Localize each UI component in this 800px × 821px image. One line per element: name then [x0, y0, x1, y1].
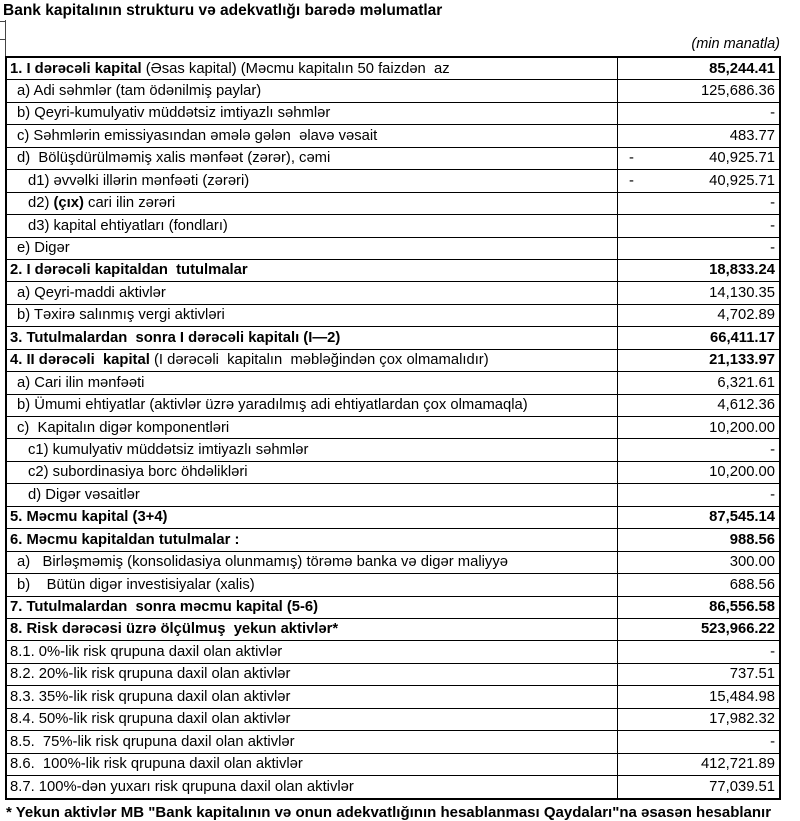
row-label-segment: 3. Tutulmalardan sonra I dərəcəli kapitalı (I—2) — [10, 329, 341, 346]
row-value-cell — [618, 80, 779, 101]
table-row — [7, 372, 779, 394]
row-value: - — [770, 105, 775, 122]
row-label-cell — [7, 372, 618, 393]
row-value: 87,545.14 — [709, 509, 775, 526]
row-value: 40,925.71 — [709, 150, 775, 167]
footnote-truncated: * Yekun aktivlər MB "Bank kapitalının və onun adekvatlığının hesablanması Qaydaları"na əsasən hesablanır — [6, 804, 772, 821]
row-value-cell — [618, 350, 779, 371]
row-label-segment: b) Bütün digər investisiyalar (xalis) — [17, 576, 255, 593]
row-value: 6,321.61 — [717, 374, 775, 391]
row-label-cell — [7, 417, 618, 438]
row-value-cell — [618, 664, 779, 685]
negative-sign: - — [629, 172, 634, 189]
row-label-cell — [7, 439, 618, 460]
table-row — [7, 350, 779, 372]
table-row — [7, 148, 779, 170]
row-value: 85,244.41 — [709, 60, 775, 77]
row-value: 412,721.89 — [700, 756, 775, 773]
row-label-cell — [7, 754, 618, 775]
row-label-cell — [7, 619, 618, 640]
row-value-cell — [618, 372, 779, 393]
row-value: - — [770, 733, 775, 750]
row-value-cell — [618, 260, 779, 281]
capital-structure-table — [5, 56, 781, 800]
row-label-segment: b) Təxirə salınmış vergi aktivləri — [17, 307, 225, 324]
row-value-cell — [618, 776, 779, 798]
row-label-cell — [7, 215, 618, 236]
row-value: - — [770, 195, 775, 212]
table-row — [7, 327, 779, 349]
table-row — [7, 462, 779, 484]
row-label-cell — [7, 193, 618, 214]
gridline-remnant-tick — [0, 21, 6, 22]
row-value-cell — [618, 619, 779, 640]
row-label-cell — [7, 125, 618, 146]
row-value-cell — [618, 641, 779, 662]
row-label-segment: cari ilin zərəri — [83, 195, 176, 212]
row-label-segment: 1. I dərəcəli kapital — [10, 60, 146, 77]
row-label-segment: (I dərəcəli kapitalın məbləğindən çox olmamalıdır) — [153, 352, 489, 369]
row-value-cell — [618, 238, 779, 259]
row-label-segment: 5. Məcmu kapital (3+4) — [10, 509, 168, 526]
row-value-cell — [618, 529, 779, 550]
row-label-cell — [7, 282, 618, 303]
table-row — [7, 552, 779, 574]
table-row — [7, 529, 779, 551]
row-label-segment: 6. Məcmu kapitaldan tutulmalar : — [10, 531, 240, 548]
row-label-cell — [7, 686, 618, 707]
row-label-segment: 8.3. 35%-lik risk qrupuna daxil olan aktivlər — [10, 688, 291, 705]
page-title: Bank kapitalının strukturu və adekvatlığı barədə məlumatlar — [3, 2, 443, 19]
row-label-segment: b) Ümumi ehtiyatlar (aktivlər üzrə yaradılmış adi ehtiyatlardan çox olmamaqla) — [17, 397, 528, 414]
row-label-segment: 8.7. 100%-dən yuxarı risk qrupuna daxil olan aktivlər — [10, 778, 354, 795]
row-label-segment: 8.5. 75%-lik risk qrupuna daxil olan aktivlər — [10, 733, 295, 750]
row-label-segment: c2) subordinasiya borc öhdəlikləri — [28, 464, 248, 481]
row-label-cell — [7, 170, 618, 191]
row-label-segment: c) Kapitalın digər komponentləri — [17, 419, 230, 436]
row-value: 10,200.00 — [709, 419, 775, 436]
row-label-segment: 8. Risk dərəcəsi üzrə ölçülmuş yekun aktivlər* — [10, 621, 339, 638]
row-label-cell — [7, 641, 618, 662]
row-label-segment: 2. I dərəcəli kapitaldan tutulmalar — [10, 262, 248, 279]
row-label-segment: e) Digər — [17, 240, 70, 256]
row-label-cell — [7, 484, 618, 505]
row-value: 17,982.32 — [709, 711, 775, 728]
row-label-segment: a) Adi səhmlər (tam ödənilmiş paylar) — [17, 82, 262, 99]
table-row — [7, 574, 779, 596]
row-value-cell — [618, 731, 779, 752]
row-label-cell — [7, 80, 618, 101]
row-value: 688.56 — [729, 576, 775, 593]
row-label-segment: c1) kumulyativ müddətsiz imtiyazlı səhmlər — [28, 441, 309, 458]
row-value: 66,411.17 — [709, 329, 775, 346]
row-label-segment: (çıx) — [53, 195, 84, 212]
row-value-cell — [618, 170, 779, 191]
table-row — [7, 776, 779, 798]
row-label-cell — [7, 529, 618, 550]
table-row — [7, 260, 779, 282]
row-value-cell — [618, 597, 779, 618]
row-label-segment: d3) kapital ehtiyatları (fondları) — [28, 217, 228, 234]
row-value-cell — [618, 215, 779, 236]
row-label-cell — [7, 395, 618, 416]
row-value-cell — [618, 439, 779, 460]
row-label-segment: 8.4. 50%-lik risk qrupuna daxil olan aktivlər — [10, 711, 291, 728]
table-row — [7, 103, 779, 125]
table-row — [7, 731, 779, 753]
row-label-segment: a) Cari ilin mənfəəti — [17, 374, 145, 391]
row-value: - — [770, 486, 775, 503]
row-value-cell — [618, 507, 779, 528]
row-label-segment: 8.2. 20%-lik risk qrupuna daxil olan aktivlər — [10, 666, 291, 683]
row-value: - — [770, 441, 775, 458]
table-row — [7, 664, 779, 686]
row-label-cell — [7, 664, 618, 685]
row-value: 21,133.97 — [709, 352, 775, 369]
row-label-segment: a) Birləşməmiş (konsolidasiya olunmamış) törəmə banka və digər maliyyə — [17, 554, 508, 571]
row-value-cell — [618, 462, 779, 483]
row-value: - — [770, 217, 775, 234]
row-label-cell — [7, 238, 618, 259]
row-value-cell — [618, 484, 779, 505]
row-value-cell — [618, 754, 779, 775]
row-value: 4,612.36 — [717, 397, 775, 414]
row-label-cell — [7, 574, 618, 595]
table-row — [7, 439, 779, 461]
row-value-cell — [618, 193, 779, 214]
table-row — [7, 507, 779, 529]
row-label-cell — [7, 507, 618, 528]
row-label-cell — [7, 148, 618, 169]
table-row — [7, 686, 779, 708]
row-label-cell — [7, 776, 618, 798]
row-label-segment: c) Səhmlərin emissiyasından əmələ gələn əlavə vəsait — [17, 127, 378, 144]
row-value: 483.77 — [729, 127, 775, 144]
table-row — [7, 193, 779, 215]
row-value: 4,702.89 — [717, 307, 775, 324]
row-label-segment: b) Qeyri-kumulyativ müddətsiz imtiyazlı səhmlər — [17, 105, 331, 122]
row-value: 40,925.71 — [709, 172, 775, 189]
row-label-segment: 8.1. 0%-lik risk qrupuna daxil olan aktivlər — [10, 643, 283, 660]
table-row — [7, 641, 779, 663]
row-value-cell — [618, 58, 779, 79]
row-label-segment: 4. II dərəcəli kapital — [10, 352, 154, 369]
row-value: 125,686.36 — [700, 82, 775, 99]
table-row — [7, 80, 779, 102]
table-row — [7, 484, 779, 506]
gridline-remnant-tick — [0, 39, 6, 40]
table-row — [7, 305, 779, 327]
row-value: 86,556.58 — [709, 599, 775, 615]
table-row — [7, 597, 779, 619]
row-label-segment: d) Bölüşdürülməmiş xalis mənfəət (zərər), cəmi — [17, 150, 331, 167]
row-value-cell — [618, 148, 779, 169]
row-label-segment: (Əsas kapital) (Məcmu kapitalın 50 faizdən az — [145, 60, 450, 77]
row-label-cell — [7, 103, 618, 124]
row-value-cell — [618, 395, 779, 416]
row-label-cell — [7, 709, 618, 730]
row-value-cell — [618, 327, 779, 348]
row-value: 300.00 — [729, 554, 775, 571]
row-value-cell — [618, 417, 779, 438]
row-value-cell — [618, 686, 779, 707]
row-value-cell — [618, 552, 779, 573]
row-label-cell — [7, 58, 618, 79]
row-value-cell — [618, 305, 779, 326]
row-label-segment: d) Digər vəsaitlər — [28, 486, 140, 503]
row-label-cell — [7, 731, 618, 752]
table-row — [7, 619, 779, 641]
row-value: 737.51 — [729, 666, 775, 683]
row-value-cell — [618, 574, 779, 595]
row-label-cell — [7, 350, 618, 371]
row-value: 18,833.24 — [709, 262, 775, 279]
row-label-cell — [7, 327, 618, 348]
row-label-cell — [7, 597, 618, 618]
row-label-segment: 7. Tutulmalardan sonra məcmu kapital (5-6) — [10, 599, 319, 615]
row-value: 77,039.51 — [709, 778, 775, 795]
row-value: 10,200.00 — [709, 464, 775, 481]
row-value-cell — [618, 282, 779, 303]
row-value-cell — [618, 125, 779, 146]
row-value: 15,484.98 — [709, 688, 775, 705]
row-label-segment: d1) əvvəlki illərin mənfəəti (zərəri) — [28, 172, 250, 189]
negative-sign: - — [629, 150, 634, 167]
table-row — [7, 58, 779, 80]
row-label-cell — [7, 260, 618, 281]
table-row — [7, 125, 779, 147]
row-value-cell — [618, 709, 779, 730]
row-value: 988.56 — [729, 531, 775, 548]
row-label-cell — [7, 462, 618, 483]
row-label-segment: 8.6. 100%-lik risk qrupuna daxil olan aktivlər — [10, 756, 303, 773]
table-row — [7, 754, 779, 776]
row-label-segment: a) Qeyri-maddi aktivlər — [17, 284, 166, 301]
row-value-cell — [618, 103, 779, 124]
table-row — [7, 238, 779, 260]
table-row — [7, 395, 779, 417]
row-label-cell — [7, 552, 618, 573]
table-row — [7, 282, 779, 304]
units-note: (min manatla) — [691, 36, 780, 52]
row-value: 14,130.35 — [709, 284, 775, 301]
table-row — [7, 170, 779, 192]
row-value: 523,966.22 — [700, 621, 775, 638]
table-row — [7, 417, 779, 439]
table-row — [7, 709, 779, 731]
row-value: - — [770, 643, 775, 660]
row-value: - — [770, 240, 775, 256]
row-label-cell — [7, 305, 618, 326]
table-row — [7, 215, 779, 237]
row-label-segment: d2) — [28, 195, 54, 212]
